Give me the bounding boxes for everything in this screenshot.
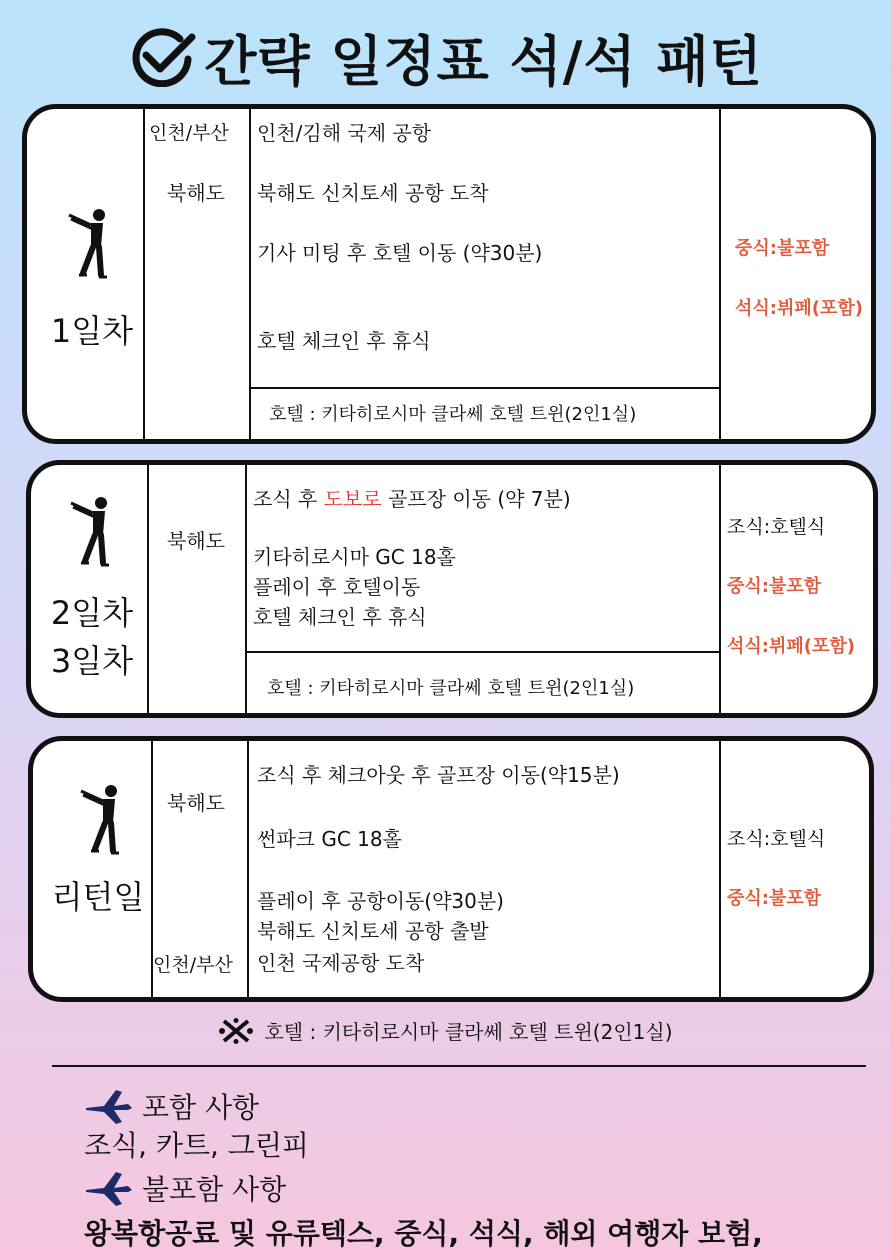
hotel-note: [0, 1016, 891, 1045]
divider: [52, 1065, 866, 1067]
day1-location-dest: 북해도: [167, 181, 225, 205]
day2-card: [26, 460, 878, 718]
title-text: 간략 일정표 석/석 패턴: [204, 29, 763, 93]
airplane-icon: [84, 1086, 134, 1126]
day1-meal-dinner: 석식:뷔페(포함): [735, 298, 863, 319]
included-title: 포함 사항: [142, 1091, 260, 1124]
day1-line: 호텔 체크인 후 휴식: [257, 329, 431, 353]
included-heading: [84, 1086, 259, 1126]
day2-line: 호텔 체크인 후 휴식: [253, 605, 427, 629]
day3-meal-lunch: 중식:불포함: [727, 888, 822, 909]
excluded-list: 왕복항공료 및 유류텍스, 중식, 석식, 해외 여행자 보험,: [84, 1217, 763, 1250]
day1-line: 기사 미팅 후 호텔 이동 (약30분): [257, 241, 543, 265]
day1-meal-lunch: 중식:불포함: [735, 238, 830, 259]
day3-line: 인천 국제공항 도착: [257, 951, 425, 975]
page-title: [0, 14, 891, 100]
day2-label: 2일차: [50, 594, 134, 632]
day2-line: 키타히로시마 GC 18홀: [253, 545, 456, 569]
hotel-note-text: 호텔 : 키타히로시마 클라쎄 호텔 트윈(2인1실): [264, 1020, 673, 1044]
included-list: 조식, 카트, 그린피: [84, 1129, 309, 1162]
day3-label: 3일차: [50, 642, 134, 680]
check-circle-icon: [128, 27, 198, 87]
day1-line: 북해도 신치토세 공항 도착: [257, 181, 489, 205]
day2-line-post: 골프장 이동 (약 7분): [381, 487, 571, 511]
day2-meal-dinner: 석식:뷔페(포함): [727, 636, 855, 657]
airplane-icon: [84, 1168, 134, 1208]
day3-line: 썬파크 GC 18홀: [257, 827, 402, 851]
day2-meal-breakfast: 조식:호텔식: [727, 516, 826, 538]
day3-line: 조식 후 체크아웃 후 골프장 이동(약15분): [257, 763, 620, 787]
excluded-heading: [84, 1168, 286, 1208]
reference-mark-icon: [218, 1018, 254, 1044]
day2-location: 북해도: [167, 529, 225, 553]
day1-line: 인천/김해 국제 공항: [257, 121, 432, 145]
day1-card: [22, 104, 876, 444]
day2-hotel: 호텔 : 키타히로시마 클라쎄 호텔 트윈(2인1실): [267, 678, 635, 699]
day2-line-highlight: 도보로: [323, 487, 382, 511]
day3-line: 북해도 신치토세 공항 출발: [257, 919, 489, 943]
day3-location-dest: 인천/부산: [153, 954, 233, 976]
day2-line: 플레이 후 호텔이동: [253, 575, 421, 599]
golfer-icon: [73, 783, 129, 855]
excluded-title: 불포함 사항: [142, 1173, 287, 1206]
day3-location-origin: 북해도: [167, 791, 225, 815]
day2-line-pre: 조식 후: [253, 487, 324, 511]
day2-meal-lunch: 중식:불포함: [727, 576, 822, 597]
return-day-label: 리턴일: [51, 878, 145, 916]
day3-card: [28, 736, 874, 1002]
golfer-icon: [61, 207, 117, 279]
day3-meal-breakfast: 조식:호텔식: [727, 828, 826, 850]
day2-line-walk: [253, 487, 571, 511]
golfer-icon: [63, 495, 119, 567]
day1-label: 1일차: [50, 312, 134, 350]
day3-line: 플레이 후 공항이동(약30분): [257, 889, 504, 913]
day1-hotel: 호텔 : 키타히로시마 클라쎄 호텔 트윈(2인1실): [269, 404, 637, 425]
day1-location-origin: 인천/부산: [149, 122, 229, 144]
